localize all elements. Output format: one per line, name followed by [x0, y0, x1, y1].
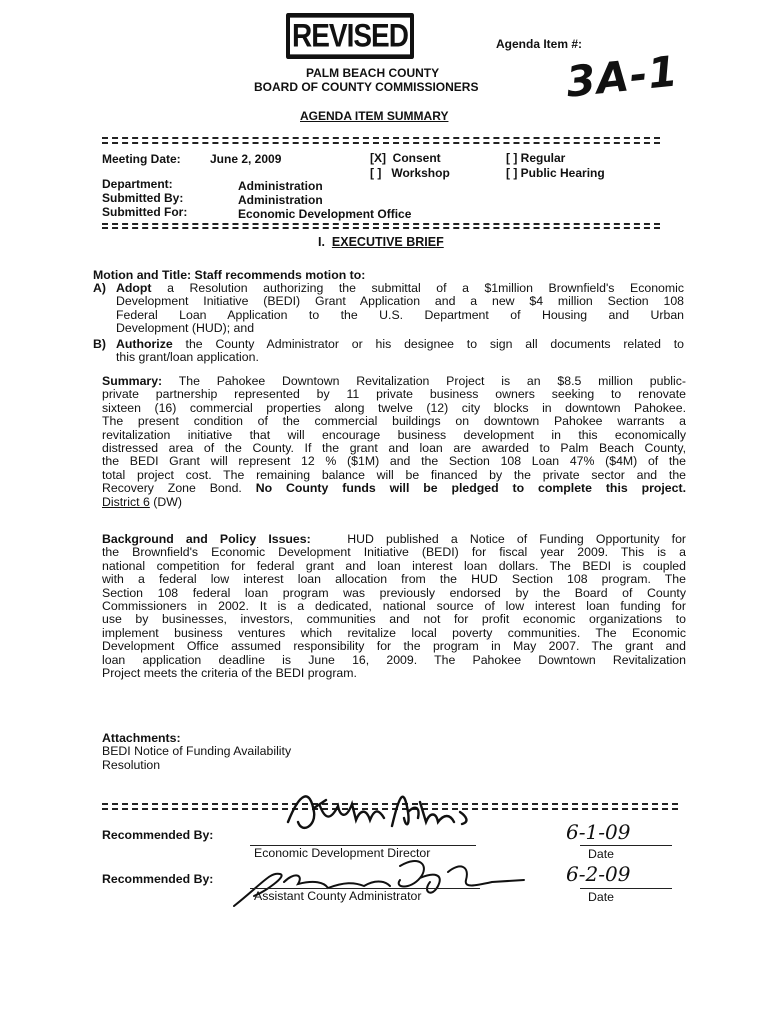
checkbox-mark: [X]	[370, 151, 386, 165]
attachments-label: Attachments:	[102, 731, 181, 745]
background-paragraph	[102, 533, 686, 680]
item-b-verb: Authorize	[116, 337, 173, 351]
background-line: national competition for federal grant and loan interest loan dollars. The BEDI is coupled	[102, 558, 686, 573]
item-a-text	[116, 282, 684, 336]
item-a-marker: A)	[93, 281, 106, 295]
item-b-marker: B)	[93, 337, 106, 351]
date-label-2: Date	[588, 890, 614, 904]
section-title: EXECUTIVE BRIEF	[331, 235, 444, 249]
background-line: with a federal low interest loan allocation from the HUD Section 108 program. The	[102, 572, 686, 587]
director-title: Economic Development Director	[254, 846, 431, 860]
date-line-2	[580, 888, 672, 889]
background-line: Commissioners in 2002. It is a dedicated, national source of low interest loan funding for	[102, 599, 686, 614]
item-a-verb: Adopt	[116, 281, 152, 295]
administrator-signature	[224, 852, 544, 912]
board-name: BOARD OF COUNTY COMMISSIONERS	[254, 80, 479, 94]
submitted-by-label: Submitted By:	[102, 191, 184, 205]
summary-line: sixteen (16) commercial properties along twelve (12) city blocks in downtown Pahokee.	[102, 400, 686, 415]
recommended-by-label-2: Recommended By:	[102, 872, 214, 886]
attachments-list	[102, 744, 291, 772]
date-handwritten-1: 6-1-09	[566, 820, 631, 844]
checkbox-mark: [ ]	[370, 166, 382, 180]
divider-mid-2	[102, 227, 660, 229]
meeting-date-value: June 2, 2009	[210, 152, 282, 166]
summary-line: The Pahokee Downtown Revitalization Project is an $8.5 million public-	[178, 374, 686, 388]
item-a-line: Federal Loan Application to the U.S. Department of Housing and Urban	[116, 307, 684, 322]
checkbox-label: Workshop	[391, 166, 450, 180]
background-label: Background and Policy Issues:	[102, 532, 311, 546]
item-b-text	[116, 338, 684, 365]
administrator-title: Assistant County Administrator	[254, 889, 422, 903]
summary-paragraph	[102, 375, 686, 509]
summary-line: The present condition of the commercial buildings on downtown Pahokee warrants a	[102, 414, 686, 429]
item-b-line: this grant/loan application.	[116, 350, 259, 365]
recommended-by-label-1: Recommended By:	[102, 828, 214, 842]
divider-mid-1	[102, 223, 660, 225]
attachment-item: BEDI Notice of Funding Availability	[102, 744, 292, 758]
submitted-for-label: Submitted For:	[102, 205, 188, 219]
director-signature	[280, 782, 480, 844]
background-line: HUD published a Notice of Funding Opportunity for	[347, 532, 687, 546]
item-b-line: the County Administrator or his designee to sign all documents related to	[185, 337, 684, 351]
summary-line: Recovery Zone Bond.	[102, 481, 242, 496]
checkbox-label: Public Hearing	[520, 166, 605, 180]
item-a-line: Development (HUD); and	[116, 321, 255, 336]
checkbox-label: Consent	[392, 151, 441, 165]
checkbox-workshop	[370, 166, 450, 180]
agenda-item-number: 3A-1	[563, 46, 681, 107]
checkbox-mark: [ ]	[506, 166, 518, 180]
document-title: AGENDA ITEM SUMMARY	[300, 109, 449, 123]
section-heading	[318, 235, 444, 249]
background-line: loan application deadline is June 16, 2009. The Pahokee Downtown Revitalization	[102, 652, 686, 667]
date-line-1	[580, 845, 672, 846]
summary-line: the BEDI Grant will represent 12 % ($1M) and the Section 108 Loan 47% ($4M) of the	[102, 454, 686, 469]
item-a-line: Development Initiative (BEDI) Grant Application and a new $4 million Section 108	[116, 294, 684, 309]
submitted-by-value: Administration	[238, 193, 323, 207]
summary-label: Summary:	[102, 374, 163, 388]
department-value: Administration	[238, 179, 323, 193]
agenda-item-label: Agenda Item #:	[496, 37, 583, 51]
background-line: implement business ventures which revitalize local poverty communities. The Economic	[102, 625, 686, 640]
checkbox-consent	[370, 151, 441, 165]
checkbox-regular	[506, 151, 565, 165]
county-name: PALM BEACH COUNTY	[306, 66, 440, 80]
checkbox-label: Regular	[520, 151, 566, 165]
background-line: the Brownfield's Economic Development Initiative (BEDI) for fiscal year 2009. This is a	[102, 545, 686, 560]
summary-line: revitalization initiative that will encourage business development in this economically	[102, 427, 686, 442]
background-line: Development Office assumed responsibility for the program in May 2007. The grant and	[102, 639, 686, 654]
checkbox-public-hearing	[506, 166, 605, 180]
attachment-item: Resolution	[102, 758, 161, 772]
district-label: District 6	[102, 494, 150, 509]
item-a-line: a Resolution authorizing the submittal of a $1million Brownfield's Economic	[167, 281, 685, 295]
meeting-date-label: Meeting Date:	[102, 152, 181, 166]
divider-top-1	[102, 137, 660, 139]
motion-title: Motion and Title: Staff recommends motion to:	[93, 268, 366, 282]
submitted-for-value: Economic Development Office	[238, 207, 412, 221]
background-line: Project meets the criteria of the BEDI program.	[102, 666, 357, 681]
summary-line: private partnership represented by 11 private business owners seeking to renovate	[102, 387, 686, 402]
department-label: Department:	[102, 177, 173, 191]
background-line: use by businesses, investors, communities and not for profit economic organizations to	[102, 612, 686, 627]
revised-stamp: REVISED	[286, 13, 414, 59]
date-handwritten-2: 6-2-09	[566, 862, 631, 886]
divider-top-2	[102, 142, 660, 144]
summary-line: total project cost. The remaining balance will be financed by the private sector and the	[102, 467, 686, 482]
summary-emphasis: No County funds will be pledged to complete this project.	[255, 481, 686, 496]
district-suffix: (DW)	[153, 494, 182, 509]
summary-line: distressed area of the County. If the grant and loan are awarded to Palm Beach County,	[102, 441, 686, 456]
section-number: I.	[318, 235, 325, 249]
date-label-1: Date	[588, 847, 614, 861]
checkbox-mark: [ ]	[506, 151, 518, 165]
background-line: Section 108 federal loan program was previously endorsed by the Board of County	[102, 585, 686, 600]
